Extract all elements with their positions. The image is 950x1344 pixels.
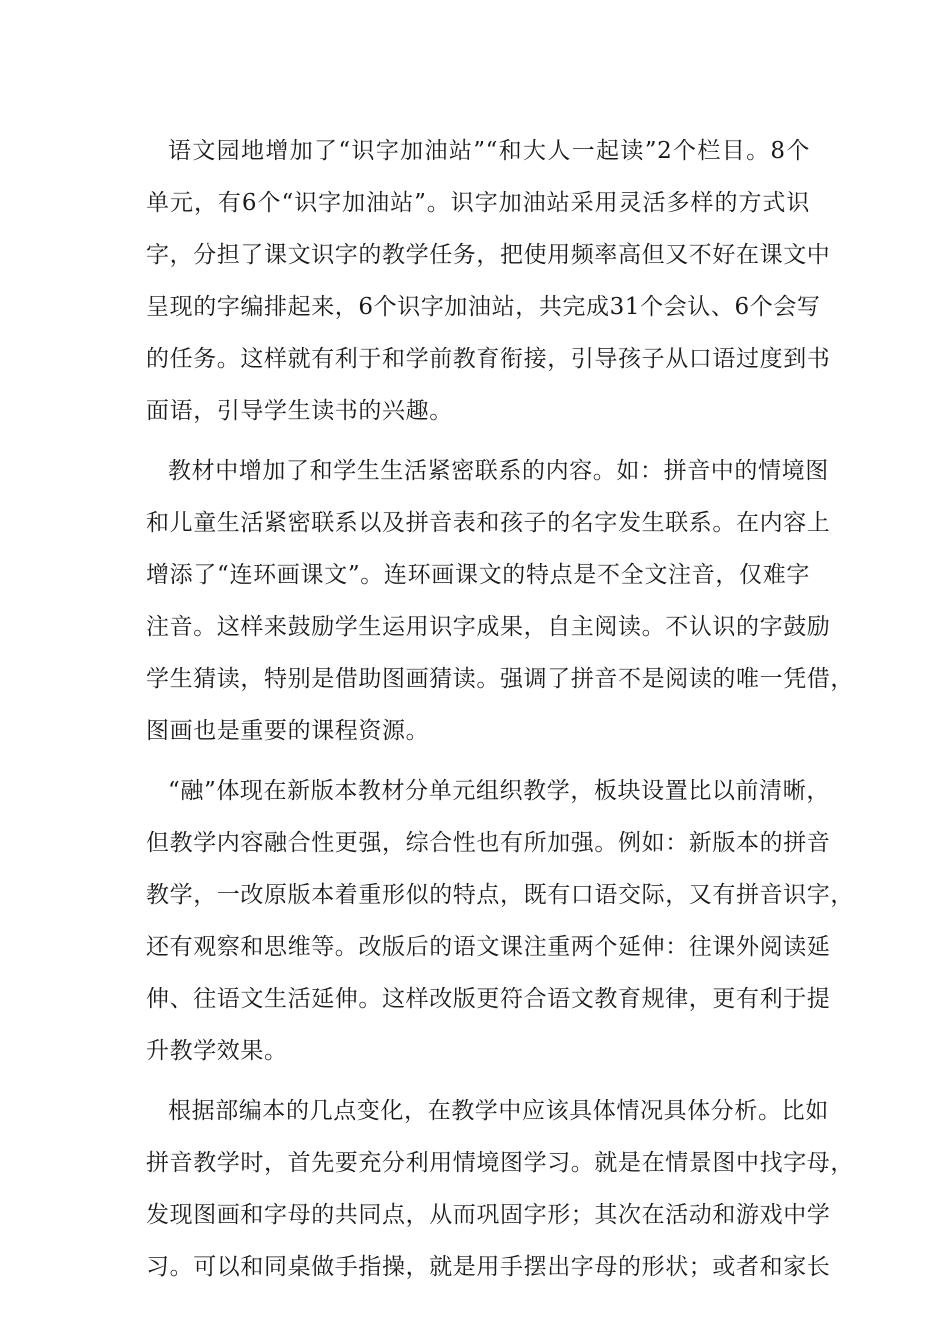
text-line: 教材中增加了和学生生活紧密联系的内容。如：拼音中的情境图 [168,458,829,484]
text-line: 拼音教学时，首先要充分利用情境图学习。就是在情景图中找字母， [146,1150,854,1176]
text-line: 根据部编本的几点变化，在教学中应该具体情况具体分析。比如 [168,1098,829,1124]
text-line: 呈现的字编排起来，6个识字加油站，共完成31个会认、6个会写 [146,294,821,320]
text-line: “融”体现在新版本教材分单元组织教学，板块设置比以前清晰， [168,778,830,804]
text-line: 面语，引导学生读书的兴趣。 [146,398,453,424]
text-line: 单元，有6个“识字加油站”。识字加油站采用灵活多样的方式识 [146,190,810,216]
text-line: 语文园地增加了“识字加油站”“和大人一起读”2个栏目。8个 [168,138,810,164]
text-line: 习。可以和同桌做手指操，就是用手摆出字母的形状；或者和家长 [146,1254,831,1280]
text-line: 学生猜读，特别是借助图画猜读。强调了拼音不是阅读的唯一凭借， [146,666,854,692]
paragraph-2 [146,445,854,757]
text-line: 伸、往语文生活延伸。这样改版更符合语文教育规律，更有利于提 [146,986,831,1012]
text-line: 的任务。这样就有利于和学前教育衔接，引导孩子从口语过度到书 [146,346,831,372]
text-line: 注音。这样来鼓励学生运用识字成果，自主阅读。不认识的字鼓励 [146,614,831,640]
text-line: 字，分担了课文识字的教学任务，把使用频率高但又不好在课文中 [146,242,831,268]
paragraph-4 [146,1085,854,1293]
text-line: 还有观察和思维等。改版后的语文课注重两个延伸：往课外阅读延 [146,934,831,960]
body-text [146,125,854,1301]
text-line: 增添了“连环画课文”。连环画课文的特点是不全文注音，仅难字 [146,562,810,588]
paragraph-1 [146,125,831,437]
text-line: 但教学内容融合性更强，综合性也有所加强。例如：新版本的拼音 [146,830,831,856]
text-line: 升教学效果。 [146,1038,288,1064]
paragraph-3 [146,765,854,1077]
text-line: 和儿童生活紧密联系以及拼音表和孩子的名字发生联系。在内容上 [146,510,831,536]
text-line: 发现图画和字母的共同点，从而巩固字形；其次在活动和游戏中学 [146,1202,831,1228]
text-line: 教学，一改原版本着重形似的特点，既有口语交际，又有拼音识字， [146,882,854,908]
text-line: 图画也是重要的课程资源。 [146,718,430,744]
